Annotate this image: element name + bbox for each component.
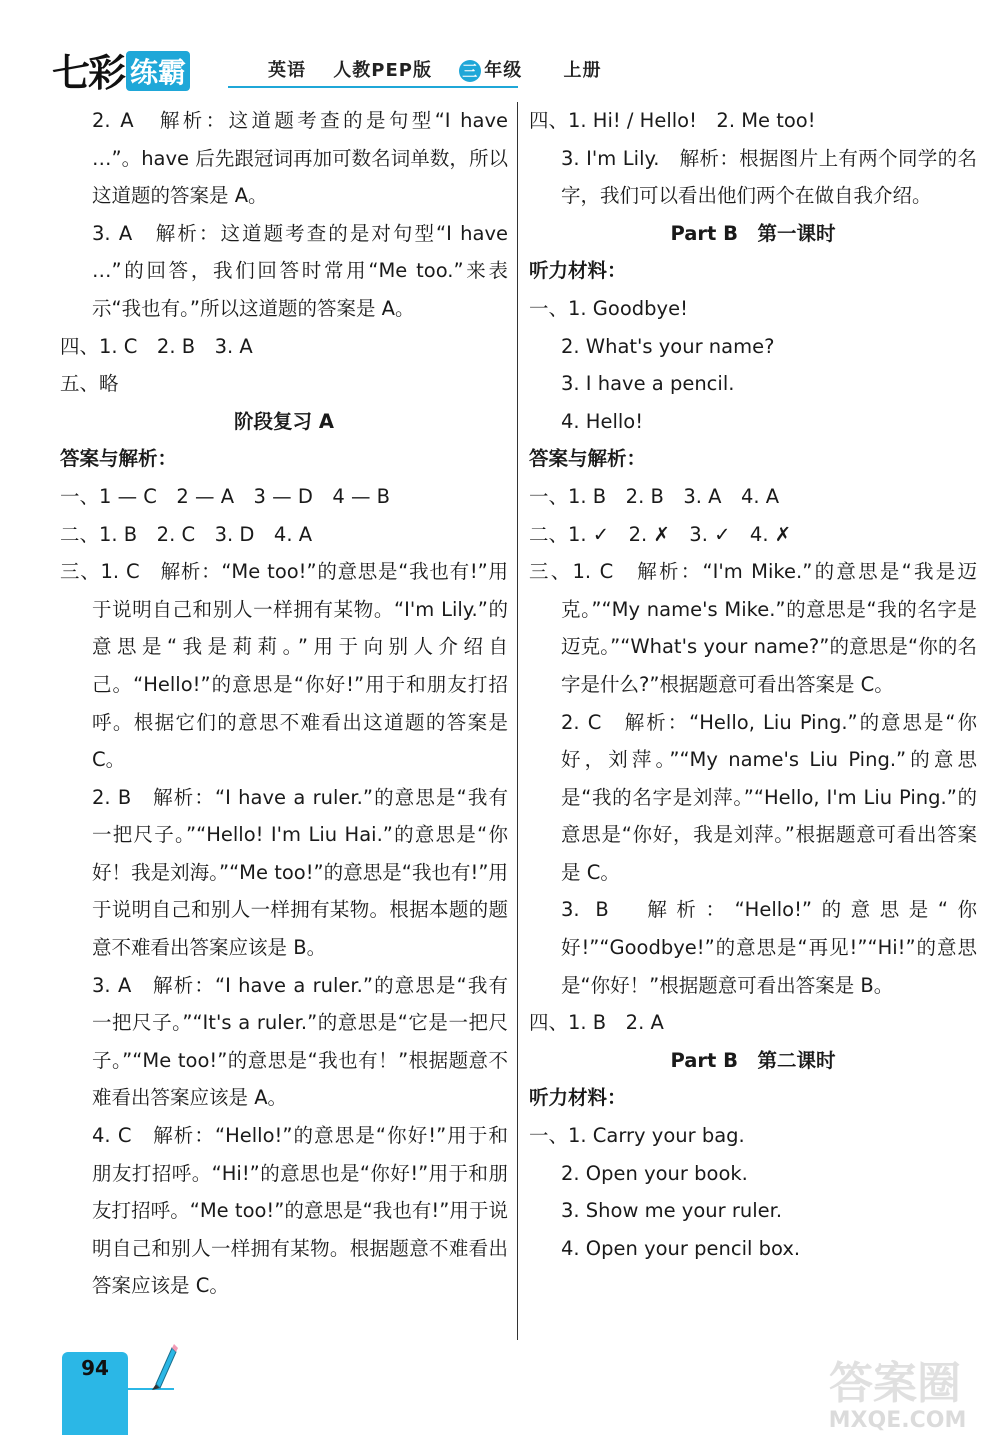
brand-logo [52,42,190,97]
answer-paragraph: 四、1. Hi! / Hello! 2. Me too! [529,109,816,132]
answer-paragraph: 2. A 解析：这道题考查的是句型“I have …”。have 后先跟冠词再加可数名词单数，所以这道题的答案是 A。 [92,109,508,208]
answer-paragraph: 一、1. Carry your bag. [529,1124,745,1148]
brand-logo-text: 七彩 [52,50,125,95]
section-heading: Part B 第一课时 [670,221,836,245]
answer-paragraph: 四、1. C 2. B 3. A [60,334,253,358]
answer-paragraph: 二、1. ✓ 2. ✗ 3. ✓ 4. ✗ [529,522,792,546]
header-rule [228,86,518,88]
answer-paragraph: 3. Show me your ruler. [561,1199,783,1223]
answer-paragraph: 一、1. B 2. B 3. A 4. A [529,484,780,508]
answer-paragraph: 4. Hello! [561,409,644,433]
page-number: 94 [81,1356,109,1380]
page-header [0,0,1000,100]
term-label: 上册 [563,60,602,81]
answer-paragraph: 听力材料： [529,259,627,283]
answer-paragraph: 2. Open your book. [561,1161,748,1185]
answer-paragraph: 3. I have a pencil. [561,372,735,396]
answer-paragraph: 3. I'm Lily. 解析：根据图片上有两个同学的名字，我们可以看出他们两个在做自我介绍。 [561,146,977,208]
answer-paragraph: 3. B 解析：“Hello!”的意思是“你好!”“Goodbye!”的意思是“再见!”“Hi!”的意思是“你好！”根据题意可看出答案是 B。 [561,898,977,997]
answer-paragraph: 2. B 解析：“I have a ruler.”的意思是“我有一把尺子。”“Hello! I'm Liu Hai.”的意思是“你好！我是刘海。”“Me too!”的意思是“我也有!”用于说明自己和别人一样拥有某物。根据本题的题意不难看出答案应该是 B。 [92,785,508,960]
answer-paragraph: 4. C 解析：“Hello!”的意思是“你好!”用于和朋友打招呼。“Hi!”的意思也是“你好!”用于和朋友打招呼。“Me too!”的意思是“我也有!”用于说明自己和别人一样拥有某物。根据题意不难看出答案应该是 C。 [92,1124,508,1298]
watermark-url: MXQE.COM [828,1408,967,1433]
answer-paragraph: 答案与解析： [529,447,647,471]
left-column [60,102,508,1305]
answer-paragraph: 一、1 — C 2 — A 3 — D 4 — B [60,484,391,508]
answer-paragraph: 3. A 解析：“I have a ruler.”的意思是“我有一把尺子。”“It's a ruler.”的意思是“它是一把尺子。”“Me too!”的意思是“我也有！”根据题意不难看出答案应该是 A。 [92,973,508,1110]
answer-paragraph: 3. A 解析：这道题考查的是对句型“I have …”的回答，我们回答时常用“Me too.”来表示“我也有。”所以这道题的答案是 A。 [92,221,508,320]
subject-label: 英语 [268,60,306,81]
answer-paragraph: 2. What's your name? [561,334,775,358]
watermark-logo: 答案圈 [829,1358,961,1409]
answer-paragraph: 答案与解析： [60,447,178,471]
book-info [268,56,622,82]
answer-paragraph: 一、1. Goodbye! [529,296,688,320]
section-heading: Part B 第二课时 [670,1048,836,1072]
grade-number-badge: 三 [459,60,481,82]
answer-paragraph: 听力材料： [529,1086,627,1110]
answer-paragraph: 五、略 [60,372,119,396]
grade-label: 年级 [484,60,523,81]
section-heading: 阶段复习 A [234,409,334,433]
answer-paragraph: 4. Open your pencil box. [561,1236,801,1260]
pencil-icon [146,1344,178,1390]
column-divider [517,102,518,1340]
brand-logo-box: 练霸 [126,51,190,91]
right-column [529,102,977,1267]
answer-paragraph: 二、1. B 2. C 3. D 4. A [60,522,313,546]
answer-paragraph: 三、1. C 解析：“Me too!”的意思是“我也有!”用于说明自己和别人一样拥有某物。“I'm Lily.”的意思是“我是莉莉。”用于向别人介绍自己。“Hello!”的意思是“你好!”用于和朋友打招呼。根据它们的意思不难看出这道题的答案是 C。 [60,560,508,772]
edition-label: 人教PEP版 [333,60,432,81]
answer-paragraph: 2. C 解析：“Hello, Liu Ping.”的意思是“你好，刘萍。”“My name's Liu Ping.”的意思是“我的名字是刘萍。”“Hello, I'm Liu Ping.”的意思是“你好，我是刘萍。”根据题意可看出答案是 C。 [561,710,977,884]
answer-paragraph: 三、1. C 解析：“I'm Mike.”的意思是“我是迈克。”“My name's Mike.”的意思是“我的名字是迈克。”“What's your name?”的意思是“你的名字是什么?”根据题意可看出答案是 C。 [529,560,977,696]
answer-paragraph: 四、1. B 2. A [529,1011,664,1035]
